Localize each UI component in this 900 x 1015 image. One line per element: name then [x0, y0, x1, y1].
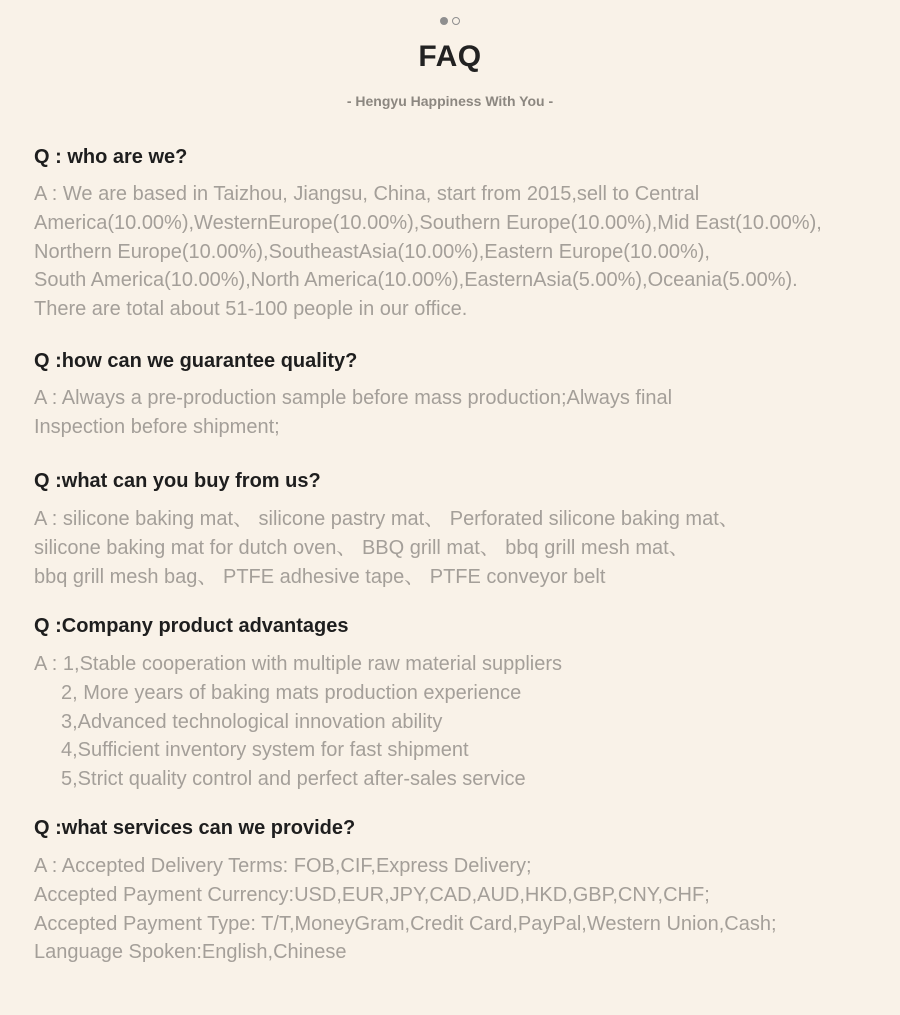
- faq-question-quality: Q :how can we guarantee quality?: [34, 350, 358, 372]
- carousel-pagination: [0, 17, 900, 25]
- page-title: FAQ: [418, 40, 482, 73]
- faq-answer-advantages: [34, 650, 562, 794]
- answer-line: 3,Advanced technological innovation ability: [61, 710, 443, 733]
- answer-line: A : We are based in Taizhou, Jiangsu, China, start from 2015,sell to Central: [34, 183, 700, 205]
- answer-line: A : Accepted Delivery Terms: FOB,CIF,Express Delivery;: [34, 855, 532, 877]
- answer-line: There are total about 51-100 people in our office.: [34, 298, 468, 321]
- answer-line: 4,Sufficient inventory system for fast shipment: [61, 739, 469, 762]
- answer-line: Northern Europe(10.00%),SoutheastAsia(10.00%),Eastern Europe(10.00%),: [34, 240, 710, 263]
- faq-answer-quality: [34, 384, 672, 442]
- answer-line: A : Always a pre-production sample before mass production;Always final: [34, 387, 673, 409]
- answer-line: Accepted Payment Currency:USD,EUR,JPY,CAD,AUD,HKD,GBP,CNY,CHF;: [34, 883, 710, 906]
- faq-question-who-are-we: Q : who are we?: [34, 146, 188, 168]
- page-subtitle: - Hengyu Happiness With You -: [346, 93, 554, 109]
- pagination-dot-active[interactable]: [440, 17, 448, 25]
- faq-answer-who-are-we: [34, 180, 822, 324]
- faq-question-advantages: Q :Company product advantages: [34, 615, 349, 637]
- pagination-dot-inactive[interactable]: [452, 17, 460, 25]
- answer-line: America(10.00%),WesternEurope(10.00%),Southern Europe(10.00%),Mid East(10.00%),: [34, 211, 822, 234]
- faq-question-products: Q :what can you buy from us?: [34, 470, 321, 492]
- answer-line: A : silicone baking mat、 silicone pastry mat、 Perforated silicone baking mat、: [34, 508, 739, 530]
- answer-line: Accepted Payment Type: T/T,MoneyGram,Credit Card,PayPal,Western Union,Cash;: [34, 912, 777, 935]
- answer-line: bbq grill mesh bag、 PTFE adhesive tape、 PTFE conveyor belt: [34, 565, 606, 588]
- answer-line: Language Spoken:English,Chinese: [34, 941, 347, 964]
- faq-answer-products: [34, 505, 739, 591]
- faq-question-services: Q :what services can we provide?: [34, 817, 356, 839]
- answer-line: Inspection before shipment;: [34, 415, 280, 438]
- answer-line: A : 1,Stable cooperation with multiple raw material suppliers: [34, 653, 563, 675]
- answer-line: silicone baking mat for dutch oven、 BBQ grill mat、 bbq grill mesh mat、: [34, 536, 689, 559]
- answer-line: 5,Strict quality control and perfect after-sales service: [61, 768, 526, 791]
- answer-line: South America(10.00%),North America(10.00%),EasternAsia(5.00%),Oceania(5.00%).: [34, 269, 798, 292]
- faq-answer-services: [34, 852, 777, 967]
- answer-line: 2, More years of baking mats production experience: [61, 681, 522, 704]
